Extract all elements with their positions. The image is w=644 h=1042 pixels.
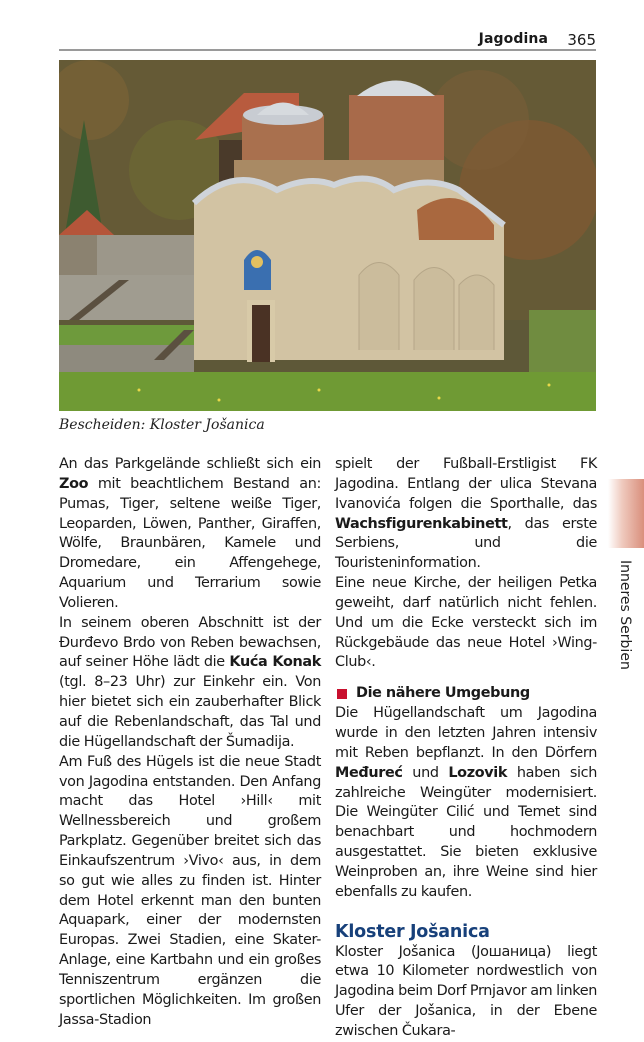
subheading-surroundings — [335, 684, 597, 704]
text: mit beachtlichem Bestand an: Pumas, Tiger, seltene weiße Tiger, Leoparden, Löwen, Panther, Giraffen, Wölfe, Braunbären, Kamele und Dromedare, ein Affengehege, Aquarium und Terrarium sowie Volieren. — [59, 475, 321, 611]
running-head — [59, 30, 596, 51]
right-column — [335, 455, 597, 1042]
text: und — [402, 764, 449, 781]
text: (tgl. 8–23 Uhr) zur Einkehr ein. Von hier bietet sich ein zauberhafter Blick auf die Rebenlandschaft, das Tal und die Hügellandschaft der Šumadija. — [59, 674, 321, 750]
paragraph-church: Eine neue Kirche, der heiligen Petka geweiht, darf natürlich nicht fehlen. Und um die Ecke versteckt sich im Rückgebäude das neue Hotel ›Wing-Club‹. — [335, 575, 597, 671]
monastery-photo — [59, 60, 596, 411]
text: Die Hügellandschaft um Jagodina wurde in den letzten Jahren intensiv mit Reben bepflanzt. In den Dörfern — [335, 705, 597, 761]
chapter-side-label-text: Inneres Serbien — [617, 560, 633, 670]
bold-term-medurec: Međureć — [335, 764, 403, 781]
paragraph-kloster: Kloster Jošanica (Јошаница) liegt etwa 10 Kilometer nordwestlich von Jagodina beim Dorf Prnjavor am linken Ufer der Jošanica, in der Ebene zwischen Čukara- — [335, 943, 597, 1039]
paragraph-kuca-konak — [59, 614, 321, 753]
left-column — [59, 455, 321, 1030]
text: haben sich zahlreiche Weingüter modernisiert. Die Weingüter Cilić und Temet sind benachbart und hochmodern ausgestattet. Sie bieten exklusive Weinproben an, ihre Weine sind hier ebenfalls zu kaufen. — [335, 764, 597, 900]
running-head-section: Jagodina — [478, 31, 548, 47]
chapter-thumb-tab — [608, 479, 644, 548]
paragraph-new-town: Am Fuß des Hügels ist die neue Stadt von Jagodina entstanden. Den Anfang macht das Hotel ›Hill‹ mit Wellnessbereich und großem Parkplatz. Gegenüber breitet sich das Einkaufszentrum ›Vivo‹ aus, in dem so gut wie alles zu finden ist. Hinter dem Hotel erkennt man den bunten Aquapark, einer der modernsten Europas. Zwei Stadien, eine Skater-Anlage, eine Kartbahn und ein großes Tenniszentrum ergänzen die sportlichen Möglichkeiten. Im großen Jassa-Stadion — [59, 753, 321, 1028]
bold-term-lozovik: Lozovik — [448, 764, 508, 781]
bold-term-wachsfigurenkabinett: Wachsfigurenkabinett — [335, 515, 508, 532]
text: An das Parkgelände schließt sich ein — [59, 456, 321, 472]
bold-term-kuca-konak: Kuća Konak — [229, 654, 321, 671]
paragraph-wine — [335, 704, 597, 902]
photo-caption: Bescheiden: Kloster Jošanica — [59, 417, 265, 433]
red-square-bullet-icon — [337, 689, 347, 699]
subheading-text: Die nähere Umgebung — [356, 685, 530, 702]
text: In seinem oberen Abschnitt ist der Đurđevo Brdo von Reben bewachsen, auf seiner Höhe lädt die — [59, 614, 321, 671]
text: spielt der Fußball-Erstligist FK Jagodina. Entlang der ulica Stevana Ivanovića folgen die Sporthalle, das — [335, 456, 597, 512]
page-number: 365 — [567, 31, 596, 49]
paragraph-zoo — [59, 455, 321, 614]
chapter-side-label — [611, 560, 641, 670]
bold-term-zoo: Zoo — [59, 475, 89, 492]
text: , das erste Serbiens, und die Touristeninformation. — [335, 515, 597, 572]
paragraph-sports — [335, 455, 597, 574]
photo-illustration — [59, 60, 596, 411]
section-heading-kloster: Kloster Jošanica — [335, 921, 490, 942]
